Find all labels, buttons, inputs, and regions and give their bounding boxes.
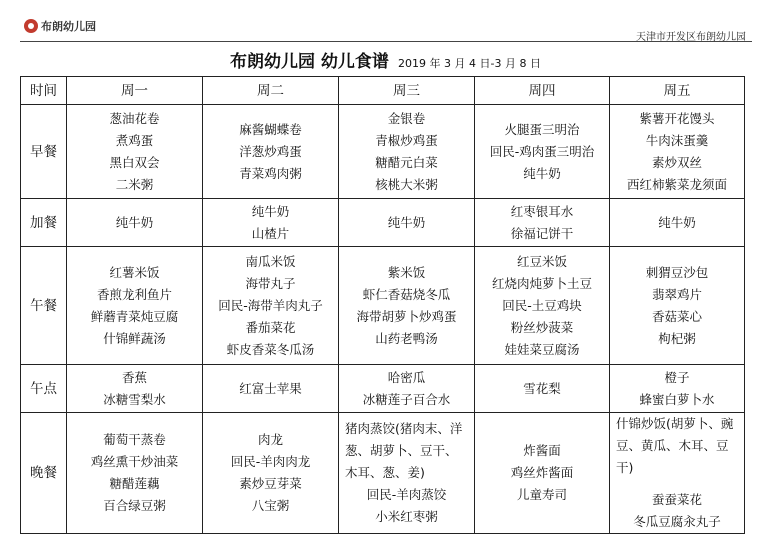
menu-cell xyxy=(610,199,745,247)
menu-item: 哈密瓜 xyxy=(387,369,426,385)
menu-item: 海带胡萝卜炒鸡蛋 xyxy=(356,308,457,324)
table-row xyxy=(21,247,745,365)
menu-item: 橙子 xyxy=(664,369,690,385)
menu-item: 徐福记饼干 xyxy=(510,225,574,241)
day-header: 周五 xyxy=(610,77,745,105)
menu-cell xyxy=(67,105,203,199)
menu-item: 素炒双丝 xyxy=(651,154,702,170)
menu-item: 火腿蛋三明治 xyxy=(504,121,580,137)
menu-cell xyxy=(203,247,339,365)
menu-item: 糖醋莲藕 xyxy=(109,476,160,491)
meal-label: 午点 xyxy=(21,365,67,413)
menu-cell xyxy=(475,247,610,365)
menu-item: 炸酱面 xyxy=(523,443,561,458)
table-row xyxy=(21,365,745,413)
school-logo xyxy=(24,18,96,34)
menu-item: 青椒炒鸡蛋 xyxy=(375,132,438,148)
menu-item: 儿童寿司 xyxy=(516,487,567,502)
menu-item: 红烧肉炖萝卜土豆 xyxy=(491,275,592,291)
menu-item: 红枣银耳水 xyxy=(510,203,574,219)
day-header: 周四 xyxy=(475,77,610,105)
menu-cell xyxy=(339,105,475,199)
menu-item: 鸡丝熏干炒油菜 xyxy=(90,454,179,469)
menu-item: 葱、胡萝卜、豆干、 xyxy=(345,443,458,458)
menu-item: 回民-海带羊肉丸子 xyxy=(218,297,323,313)
menu-item: 糖醋元白菜 xyxy=(375,154,438,170)
menu-cell xyxy=(203,413,339,534)
menu-item: 金银卷 xyxy=(387,110,426,126)
menu-item: 牛肉沫蛋羹 xyxy=(645,132,709,148)
menu-item: 八宝粥 xyxy=(251,498,290,513)
menu-item: 虾皮香菜冬瓜汤 xyxy=(226,341,315,357)
menu-item: 紫米饭 xyxy=(387,264,426,280)
menu-item: 刺猬豆沙包 xyxy=(645,264,709,280)
menu-item: 回民-羊肉蒸饺 xyxy=(366,487,447,502)
menu-item: 蜂蜜白萝卜水 xyxy=(639,391,715,407)
meal-label: 午餐 xyxy=(21,247,67,365)
menu-item: 猪肉蒸饺(猪肉末、洋 xyxy=(345,421,463,436)
menu-item: 纯牛奶 xyxy=(523,165,561,181)
day-header: 周二 xyxy=(203,77,339,105)
menu-cell xyxy=(203,199,339,247)
menu-item: 回民-土豆鸡块 xyxy=(502,297,582,313)
menu-cell xyxy=(610,105,745,199)
menu-cell xyxy=(339,247,475,365)
menu-cell xyxy=(67,247,203,365)
menu-item: 冰糖莲子百合水 xyxy=(362,391,451,407)
menu-item: 二米粥 xyxy=(115,176,154,192)
page-title: 布朗幼儿园 幼儿食谱 xyxy=(230,52,389,72)
menu-item: 回民-羊肉肉龙 xyxy=(230,454,311,469)
table-header-row xyxy=(21,77,745,105)
menu-item: 山药老鸭汤 xyxy=(375,330,438,346)
menu-item: 黑白双会 xyxy=(109,154,160,170)
menu-item: 纯牛奶 xyxy=(658,214,696,230)
menu-cell xyxy=(475,365,610,413)
menu-item: 素炒豆芽菜 xyxy=(239,476,302,491)
page-header xyxy=(20,14,752,43)
menu-item: 百合绿豆粥 xyxy=(103,498,166,513)
menu-item: 豆、黄瓜、木耳、豆 xyxy=(616,438,729,453)
meal-label: 晚餐 xyxy=(21,413,67,534)
meal-label: 早餐 xyxy=(21,105,67,199)
menu-cell xyxy=(67,365,203,413)
menu-item: 西红柿紫菜龙须面 xyxy=(626,176,727,192)
menu-title xyxy=(0,47,771,72)
menu-item: 山楂片 xyxy=(251,225,290,241)
menu-item: 纯牛奶 xyxy=(251,203,290,219)
menu-cell xyxy=(67,413,203,534)
menu-item: 蚕蚕菜花 xyxy=(651,492,702,507)
menu-item: 海带丸子 xyxy=(245,275,296,291)
table-row xyxy=(21,199,745,247)
menu-item: 红薯米饭 xyxy=(109,264,160,280)
menu-item: 娃娃菜豆腐汤 xyxy=(504,341,580,357)
menu-item: 回民-鸡肉蛋三明治 xyxy=(489,143,595,159)
school-name: 天津市开发区布朗幼儿园 xyxy=(636,32,746,43)
menu-cell xyxy=(610,247,745,365)
menu-item: 虾仁香菇烧冬瓜 xyxy=(362,286,451,302)
menu-item: 什锦鲜蔬汤 xyxy=(103,330,166,346)
menu-item: 纯牛奶 xyxy=(115,214,154,230)
menu-cell xyxy=(203,365,339,413)
menu-item: 红富士苹果 xyxy=(239,380,302,396)
menu-item: 雪花梨 xyxy=(523,380,561,396)
menu-item xyxy=(612,479,742,489)
menu-cell xyxy=(610,413,745,534)
meal-label: 加餐 xyxy=(21,199,67,247)
menu-item: 什锦炒饭(胡萝卜、豌 xyxy=(616,416,734,431)
menu-item: 香煎龙利鱼片 xyxy=(96,286,172,302)
menu-item: 木耳、葱、姜) xyxy=(345,465,425,480)
logo-icon xyxy=(24,19,38,33)
menu-cell xyxy=(475,413,610,534)
menu-item: 纯牛奶 xyxy=(387,214,426,230)
menu-item: 肉龙 xyxy=(257,432,283,447)
table-row xyxy=(21,413,745,534)
menu-cell xyxy=(67,199,203,247)
menu-item: 核桃大米粥 xyxy=(375,176,438,192)
time-header: 时间 xyxy=(21,77,67,105)
header-divider xyxy=(20,41,752,42)
menu-item: 枸杞粥 xyxy=(658,330,696,346)
menu-cell xyxy=(339,413,475,534)
menu-item: 煮鸡蛋 xyxy=(115,132,154,148)
day-header: 周三 xyxy=(339,77,475,105)
date-range: 2019 年 3 月 4 日-3 月 8 日 xyxy=(398,57,541,70)
menu-item: 葱油花卷 xyxy=(109,110,160,126)
menu-item: 红豆米饭 xyxy=(516,253,567,269)
menu-item: 小米红枣粥 xyxy=(375,509,438,524)
menu-item: 紫薯开花馒头 xyxy=(639,110,715,126)
menu-item: 洋葱炒鸡蛋 xyxy=(239,143,302,159)
menu-cell xyxy=(339,199,475,247)
menu-item: 干) xyxy=(616,460,634,475)
menu-item: 青菜鸡肉粥 xyxy=(239,165,302,181)
table-row xyxy=(21,105,745,199)
menu-item: 冬瓜豆腐汆丸子 xyxy=(633,514,721,529)
menu-cell xyxy=(339,365,475,413)
day-header: 周一 xyxy=(67,77,203,105)
menu-item: 冰糖雪梨水 xyxy=(103,391,166,407)
menu-cell xyxy=(610,365,745,413)
menu-cell xyxy=(203,105,339,199)
weekly-menu-table xyxy=(20,76,745,534)
menu-item: 香菇菜心 xyxy=(651,308,702,324)
menu-item: 鸡丝炸酱面 xyxy=(510,465,574,480)
menu-item: 南瓜米饭 xyxy=(245,253,296,269)
menu-item: 粉丝炒菠菜 xyxy=(510,319,574,335)
menu-item: 翡翠鸡片 xyxy=(651,286,702,302)
menu-item: 麻酱蝴蝶卷 xyxy=(239,121,302,137)
logo-text: 布朗幼儿园 xyxy=(41,20,96,33)
menu-item: 葡萄干蒸卷 xyxy=(103,432,166,447)
menu-item: 香蕉 xyxy=(121,369,147,385)
menu-item: 鲜蘑青菜炖豆腐 xyxy=(90,308,179,324)
menu-cell xyxy=(475,105,610,199)
menu-cell xyxy=(475,199,610,247)
menu-item: 番茄菜花 xyxy=(245,319,296,335)
